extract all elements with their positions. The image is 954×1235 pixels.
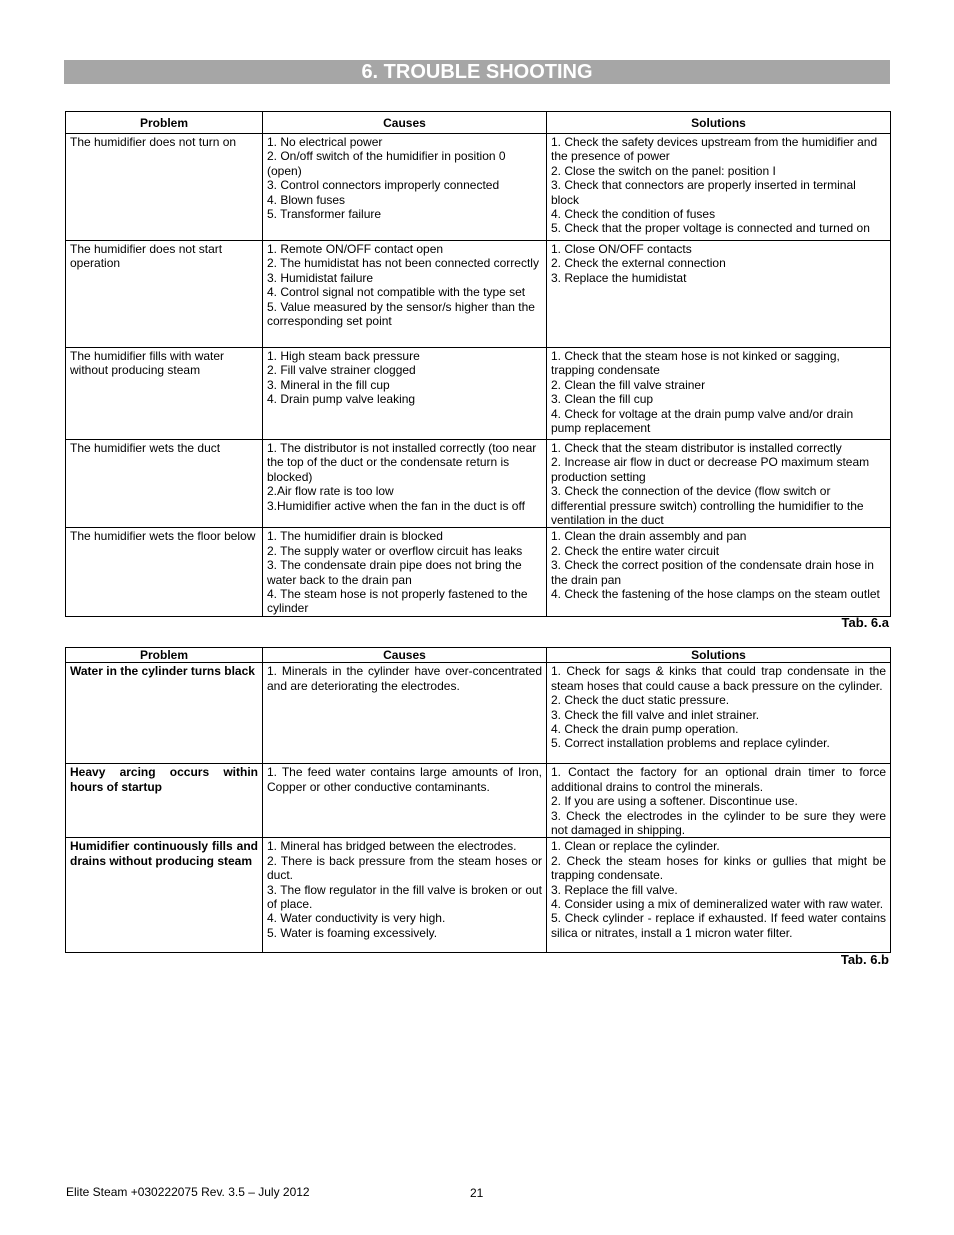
problem-cell: The humidifier does not start operation <box>66 241 263 348</box>
problem-cell: Humidifier continuously fills and drains without producing steam <box>66 838 263 953</box>
causes-cell <box>263 241 547 348</box>
solution-item: 4. Check for voltage at the drain pump valve and/or drain pump replacement <box>551 406 854 436</box>
cause-item: 3. The flow regulator in the fill valve is broken or out of place. <box>267 882 542 912</box>
causes-cell <box>263 764 547 838</box>
cause-item: 4. Water conductivity is very high. <box>267 911 446 926</box>
table-row <box>66 764 891 838</box>
cause-item: 1. The humidifier drain is blocked <box>267 529 443 544</box>
solution-item: 4. Check the drain pump operation. <box>551 722 739 737</box>
cause-item: 2. The humidistat has not been connected correctly <box>267 256 539 271</box>
problem-cell: Heavy arcing occurs within hours of startup <box>66 764 263 838</box>
cause-item: 3. Humidistat failure <box>267 270 374 285</box>
solution-item: 1. Clean the drain assembly and pan <box>551 529 747 544</box>
solution-item: 2. Check the external connection <box>551 256 726 271</box>
cause-item: 3. Mineral in the fill cup <box>267 377 390 392</box>
cause-item: 5. Transformer failure <box>267 207 382 222</box>
causes-cell <box>263 348 547 440</box>
cause-item: 5. Value measured by the sensor/s higher than the corresponding set point <box>267 299 535 329</box>
section-title: 6. TROUBLE SHOOTING <box>64 60 890 84</box>
cause-item: 1. The feed water contains large amounts of Iron, Copper or other conductive contaminants. <box>267 765 542 794</box>
causes-cell <box>263 663 547 764</box>
solution-item: 5. Check cylinder - replace if exhausted. If feed water contains silica or nitrates, install a 1 micron water filter. <box>551 911 886 940</box>
solutions-cell <box>547 838 891 953</box>
cause-item: 2. Fill valve strainer clogged <box>267 363 416 378</box>
cause-item: 3. The condensate drain pipe does not bring the water back to the drain pan <box>267 558 522 587</box>
solutions-cell <box>547 528 891 617</box>
solutions-cell <box>547 241 891 348</box>
solutions-cell <box>547 134 891 241</box>
cause-item: 1. Remote ON/OFF contact open <box>267 242 444 256</box>
solution-item: 3. Check the electrodes in the cylinder to be sure they were not damaged in shipping. <box>551 808 886 838</box>
solution-item: 2. Clean the fill valve strainer <box>551 377 706 392</box>
solution-item: 4. Check the condition of fuses <box>551 207 716 222</box>
solutions-cell <box>547 764 891 838</box>
solution-item: 1. Check that the steam distributor is installed correctly <box>551 441 842 455</box>
header-causes: Causes <box>263 648 547 663</box>
table-caption-a: Tab. 6.a <box>841 615 889 630</box>
table-row <box>66 241 891 348</box>
cause-item: 5. Water is foaming excessively. <box>267 925 438 940</box>
solution-item: 1. Check the safety devices upstream from the humidifier and the presence of power <box>551 135 878 164</box>
cause-item: 1. Minerals in the cylinder have over-concentrated and are deteriorating the electrodes. <box>267 664 542 693</box>
solution-item: 5. Check that the proper voltage is connected and turned on <box>551 221 870 236</box>
table-caption-b: Tab. 6.b <box>840 952 889 967</box>
solutions-cell <box>547 348 891 440</box>
causes-cell <box>263 440 547 528</box>
solution-item: 3. Clean the fill cup <box>551 392 654 407</box>
solution-item: 5. Correct installation problems and replace cylinder. <box>551 736 830 751</box>
table-row <box>66 348 891 440</box>
problem-cell: Water in the cylinder turns black <box>66 663 263 764</box>
cause-item: 4. Control signal not compatible with the type set <box>267 285 526 300</box>
table-header-row <box>66 112 891 134</box>
causes-cell <box>263 134 547 241</box>
cause-item: 4. Drain pump valve leaking <box>267 392 416 407</box>
solution-item: 4. Check the fastening of the hose clamps on the steam outlet <box>551 587 880 602</box>
solution-item: 2. Check the duct static pressure. <box>551 693 730 708</box>
solutions-cell <box>547 440 891 528</box>
cause-item: 4. Blown fuses <box>267 192 346 207</box>
solution-item: 1. Contact the factory for an optional drain timer to force additional drains to control the minerals. <box>551 765 886 794</box>
solution-item: 2. Check the steam hoses for kinks or gullies that might be trapping condensate. <box>551 853 886 883</box>
solution-item: 3. Replace the fill valve. <box>551 882 678 897</box>
solution-item: 2. Close the switch on the panel: position I <box>551 163 776 178</box>
problem-cell: The humidifier does not turn on <box>66 134 263 241</box>
solution-item: 3. Check the fill valve and inlet strainer. <box>551 707 760 722</box>
header-causes: Causes <box>263 112 547 134</box>
header-solutions: Solutions <box>547 648 891 663</box>
causes-cell <box>263 528 547 617</box>
solution-item: 2. Increase air flow in duct or decrease PO maximum steam production setting <box>551 455 870 484</box>
cause-item: 1. Mineral has bridged between the electrodes. <box>267 839 517 854</box>
cause-item: 2. There is back pressure from the steam hoses or duct. <box>267 853 542 883</box>
troubleshooting-table-a <box>65 111 891 617</box>
causes-cell <box>263 838 547 953</box>
solution-item: 2. If you are using a softener. Discontinue use. <box>551 794 798 809</box>
solution-item: 3. Check the correct position of the condensate drain hose in the drain pan <box>551 558 874 587</box>
header-problem: Problem <box>66 648 263 663</box>
problem-cell: The humidifier wets the duct <box>66 440 263 528</box>
header-problem: Problem <box>66 112 263 134</box>
solution-item: 3. Check the connection of the device (flow switch or differential pressure switch) controlling the humidifier to the ventilation in the duct <box>551 484 864 528</box>
solution-item: 3. Replace the humidistat <box>551 270 687 285</box>
table-row <box>66 838 891 953</box>
table-row <box>66 528 891 617</box>
solution-item: 2. Check the entire water circuit <box>551 543 720 558</box>
cause-item: 2.Air flow rate is too low <box>267 484 394 499</box>
cause-item: 1. No electrical power <box>267 135 383 149</box>
cause-item: 1. High steam back pressure <box>267 349 420 363</box>
solutions-cell <box>547 663 891 764</box>
table-row <box>66 663 891 764</box>
solution-item: 3. Check that connectors are properly inserted in terminal block <box>551 178 856 207</box>
solution-item: 1. Clean or replace the cylinder. <box>551 839 720 854</box>
cause-item: 2. On/off switch of the humidifier in position 0 (open) <box>267 149 506 178</box>
troubleshooting-table-b <box>65 647 891 953</box>
table-row <box>66 134 891 241</box>
header-solutions: Solutions <box>547 112 891 134</box>
solution-item: 1. Check that the steam hose is not kinked or sagging, trapping condensate <box>551 349 840 378</box>
page-number: 21 <box>470 1186 484 1200</box>
cause-item: 3.Humidifier active when the fan in the duct is off <box>267 498 525 513</box>
cause-item: 1. The distributor is not installed correctly (too near the top of the duct or the condensate return is blocked) <box>267 441 537 484</box>
cause-item: 2. The supply water or overflow circuit has leaks <box>267 543 523 558</box>
solution-item: 1. Close ON/OFF contacts <box>551 242 692 256</box>
solution-item: 4. Consider using a mix of demineralized water with raw water. <box>551 897 884 912</box>
table-row <box>66 440 891 528</box>
problem-cell: The humidifier fills with water without producing steam <box>66 348 263 440</box>
footer-document-info: Elite Steam +030222075 Rev. 3.5 – July 2012 <box>66 1185 310 1199</box>
table-header-row <box>66 648 891 663</box>
solution-item: 1. Check for sags & kinks that could trap condensate in the steam hoses that could cause a back pressure on the cylinder. <box>551 664 886 693</box>
cause-item: 3. Control connectors improperly connected <box>267 178 500 193</box>
problem-cell: The humidifier wets the floor below <box>66 528 263 617</box>
cause-item: 4. The steam hose is not properly fastened to the cylinder <box>267 587 528 616</box>
